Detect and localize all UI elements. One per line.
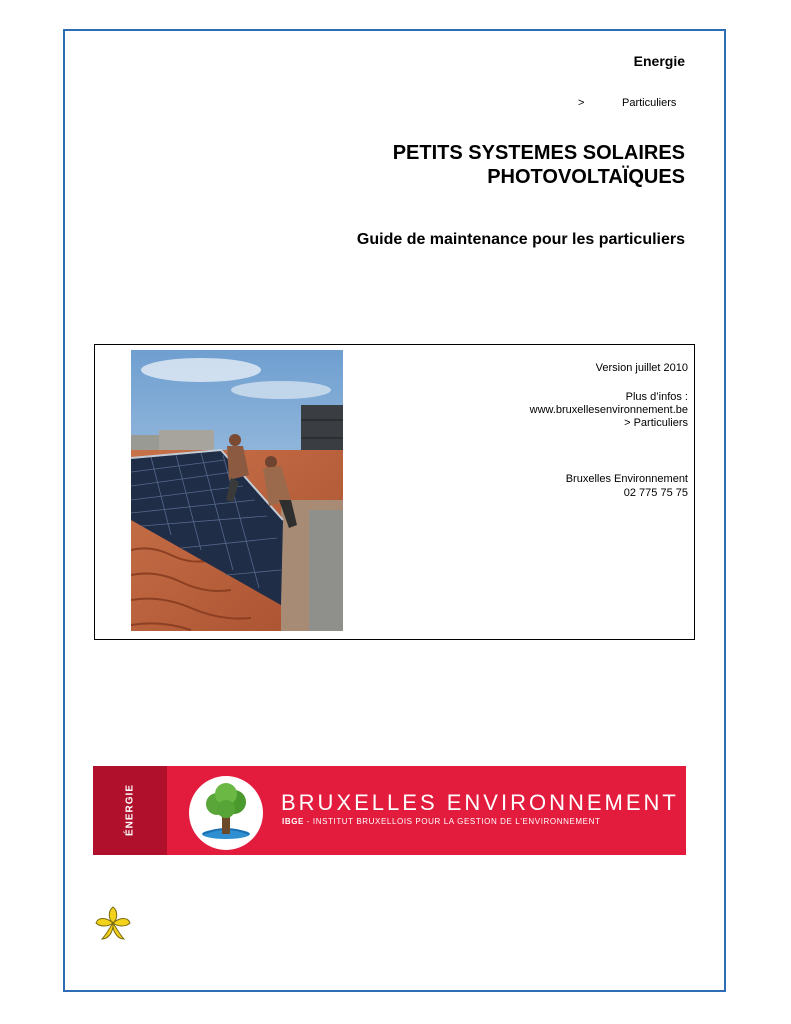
document-subtitle: Guide de maintenance pour les particuliers (356, 231, 685, 248)
version-text: Version juillet 2010 (595, 362, 688, 374)
document-title (393, 141, 685, 189)
organization-name: Bruxelles Environnement (565, 473, 688, 485)
bruxelles-environnement-banner (93, 766, 686, 855)
banner-org-acronym: IBGE (282, 817, 304, 826)
category-label: Energie (633, 53, 685, 69)
brussels-iris-icon (94, 903, 132, 943)
particuliers-link[interactable]: > Particuliers (624, 417, 688, 429)
solar-panel-installation-photo (131, 350, 343, 631)
banner-org-name: BRUXELLES ENVIRONNEMENT (281, 790, 679, 815)
energie-vertical-label: ÉNERGIE (124, 783, 136, 837)
more-info-label: Plus d’infos : (625, 391, 688, 403)
phone-number: 02 775 75 75 (623, 487, 688, 499)
website-link[interactable]: www.bruxellesenvironnement.be (529, 404, 688, 416)
tree-logo-icon (189, 776, 263, 850)
info-box (94, 344, 695, 640)
breadcrumb-link-particuliers[interactable]: Particuliers (622, 97, 677, 109)
document-title-line1: PETITS SYSTEMES SOLAIRES (392, 142, 685, 164)
document-title-line2: PHOTOVOLTAÏQUES (487, 166, 685, 188)
banner-side-strip (93, 766, 167, 855)
breadcrumb-separator: > (578, 97, 585, 109)
banner-org-subtitle-text: - INSTITUT BRUXELLOIS POUR LA GESTION DE L'ENVIRONNEMENT (303, 817, 601, 826)
banner-org-subtitle (282, 817, 601, 826)
